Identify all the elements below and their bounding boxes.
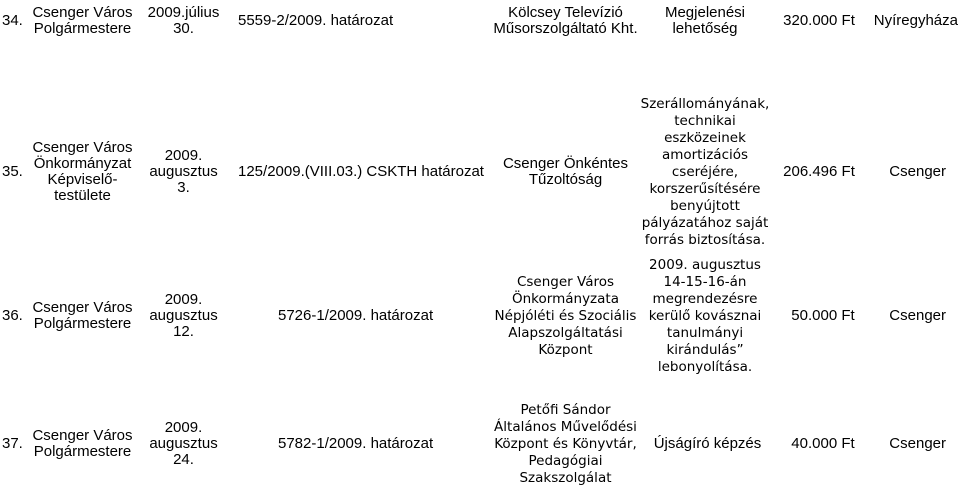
date-cell: 2009. augusztus 3. [149,147,218,196]
resolution-cell: 125/2009.(VIII.03.) CSKTH határozat [238,163,484,180]
place-cell: Nyíregyháza [873,12,958,29]
row-number: 36. [2,307,23,324]
amount-cell: 40.000 Ft [791,435,855,452]
table-row [0,86,960,258]
row-number: 37. [2,435,23,452]
table-row [0,250,960,382]
place-cell: Csenger [889,163,946,180]
date-cell: 2009. augusztus 24. [149,419,218,468]
amount-cell: 50.000 Ft [791,307,855,324]
row-number: 34. [2,12,23,29]
beneficiary-cell: Csenger Önkéntes Tűzoltóság [502,155,629,188]
row-number: 35. [2,163,23,180]
resolution-cell: 5559-2/2009. határozat [238,12,394,29]
issuer-cell: Csenger Város Önkormányzat Képviselő-testülete [32,139,133,204]
purpose-cell: Megjelenési lehetőség [664,4,746,37]
beneficiary-cell: Petőfi Sándor Általános Művelődési Központ és Könyvtár, Pedagógiai Szakszolgálat [494,401,637,486]
date-cell: 2009.július 30. [147,4,220,37]
resolution-cell: 5782-1/2009. határozat [278,435,434,452]
date-cell: 2009. augusztus 12. [149,291,218,340]
purpose-cell: Újságíró képzés [653,435,762,452]
issuer-cell: Csenger Város Polgármestere [32,299,133,332]
place-cell: Csenger [889,435,946,452]
purpose-cell: Szerállományának, technikai eszközeinek amortizációs cseréjére, korszerűsítésére benyújtott pályázatához saját forrás biztosítása. [640,95,770,248]
table-row [0,402,960,486]
beneficiary-cell: Kölcsey Televízió Műsorszolgáltató Kht. [493,4,638,37]
resolution-cell: 5726-1/2009. határozat [278,307,434,324]
amount-cell: 206.496 Ft [783,163,855,180]
place-cell: Csenger [889,307,946,324]
issuer-cell: Csenger Város Polgármestere [32,4,133,37]
purpose-cell: 2009. augusztus 14-15-16-án megrendezésre kerülő kovásznai tanulmányi kirándulás” lebonyolítása. [648,256,762,375]
table-row [0,0,960,42]
beneficiary-cell: Csenger Város Önkormányzata Népjóléti és Szociális Alapszolgáltatási Központ [494,273,637,358]
amount-cell: 320.000 Ft [783,12,855,29]
issuer-cell: Csenger Város Polgármestere [32,427,133,460]
